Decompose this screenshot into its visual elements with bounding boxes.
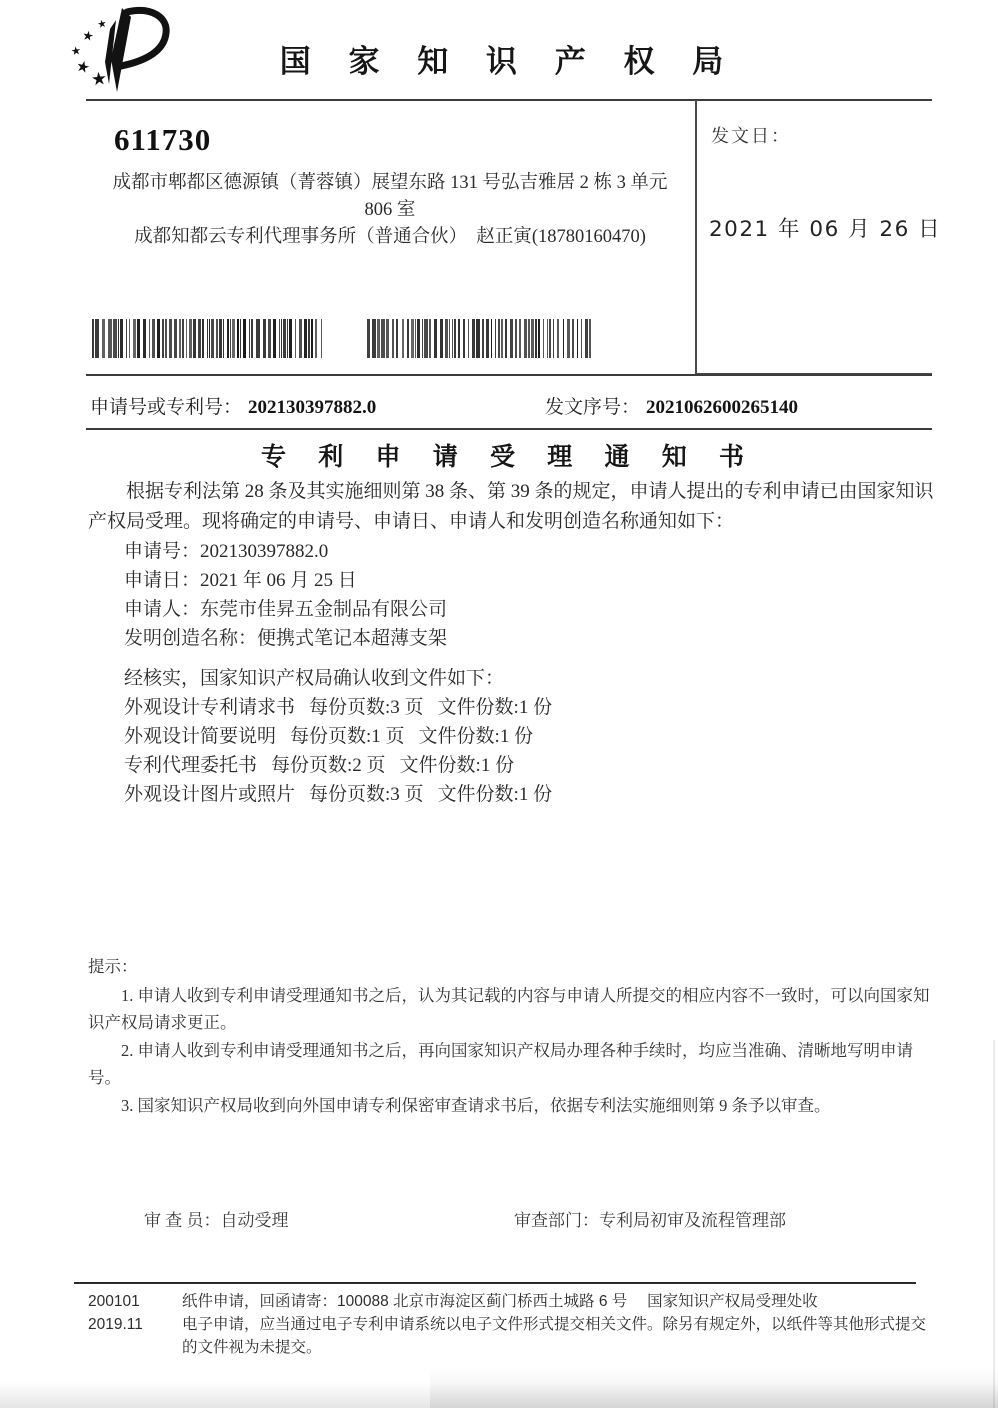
document-row: 外观设计图片或照片 每份页数:3 页 文件份数:1 份 <box>124 784 553 805</box>
examiner-pair <box>144 1206 289 1231</box>
divider <box>86 428 932 430</box>
notice-intro: 根据专利法第 28 条及其实施细则第 38 条、第 39 条的规定，申请人提出的专利申请已由国家知识产权局受理。现将确定的申请号、申请日、申请人和发明创造名称通知如下： <box>88 481 934 532</box>
examiner-value: 自动受理 <box>220 1211 289 1230</box>
divider <box>86 374 932 376</box>
notes-section <box>88 953 938 1119</box>
receipt-intro: 经核实，国家知识产权局确认收到文件如下： <box>124 668 505 689</box>
field-invention-title: 发明创造名称：便携式笔记本超薄支架 <box>124 628 448 649</box>
application-number-value: 202130397882.0 <box>248 397 377 418</box>
footer-form-version: 2019.11 <box>88 1316 143 1333</box>
serial-number-value: 2021062600265140 <box>646 397 799 418</box>
document-row: 外观设计简要说明 每份页数:1 页 文件份数:1 份 <box>124 726 534 747</box>
application-number-pair <box>90 392 376 419</box>
barcode-right <box>367 319 595 358</box>
notes-title: 提示： <box>88 957 138 976</box>
recipient-address-line2: 806 室 <box>364 200 416 220</box>
footer <box>88 1290 940 1359</box>
field-application-date: 申请日：2021 年 06 月 25 日 <box>124 570 357 591</box>
footer-form-code: 200101 <box>88 1293 140 1310</box>
footer-form-codes <box>88 1290 182 1359</box>
note-item-3: 3. 国家知识产权局收到向外国申请专利保密审查请求书后，依据专利法实施细则第 9 条予以审查。 <box>121 1095 831 1115</box>
review-department-pair <box>514 1206 786 1231</box>
notice-title: 专 利 申 请 受 理 通 知 书 <box>260 444 757 471</box>
document-row: 外观设计专利请求书 每份页数:3 页 文件份数:1 份 <box>124 697 553 718</box>
scan-shadow-right-edge <box>993 1040 995 1408</box>
review-department-value: 专利局初审及流程管理部 <box>599 1211 786 1230</box>
agency-title: 国 家 知 识 产 权 局 <box>279 44 739 79</box>
serial-number-label: 发文序号： <box>545 397 641 418</box>
footer-paper-instruction: 纸件申请，回函请寄：100088 北京市海淀区蓟门桥西土城路 6 号 国家知识产权局受理处收 <box>182 1293 818 1310</box>
barcode-left <box>92 319 322 358</box>
field-application-number: 申请号：202130397882.0 <box>124 541 329 562</box>
dispatch-date-value: 2021 年 06 月 26 日 <box>709 217 942 242</box>
footer-instructions <box>182 1290 940 1359</box>
serial-number-pair <box>545 392 798 419</box>
recipient-postcode: 611730 <box>114 122 212 157</box>
examiner-label: 审 查 员： <box>144 1211 221 1230</box>
field-applicant: 申请人：东莞市佳昇五金制品有限公司 <box>124 599 448 620</box>
note-item-1: 1. 申请人收到专利申请受理通知书之后，认为其记载的内容与申请人所提交的相应内容不一致时，可以向国家知识产权局请求更正。 <box>88 985 930 1032</box>
note-item-2: 2. 申请人收到专利申请受理通知书之后，再向国家知识产权局办理各种手续时，均应当准确、清晰地写明申请号。 <box>88 1040 913 1087</box>
recipient-address <box>88 170 692 251</box>
footer-divider <box>74 1282 916 1284</box>
application-number-label: 申请号或专利号： <box>90 397 243 418</box>
review-department-label: 审查部门： <box>514 1211 599 1230</box>
application-fields <box>124 537 447 653</box>
received-documents <box>124 664 552 809</box>
scan-shadow-bottom-right <box>430 1366 998 1408</box>
dispatch-date-box <box>695 100 942 375</box>
dispatch-date-label: 发文日： <box>711 126 791 146</box>
document-row: 专利代理委托书 每份页数:2 页 文件份数:1 份 <box>124 755 515 776</box>
recipient-address-line1: 成都市郫都区德源镇（菁蓉镇）展望东路 131 号弘吉雅居 2 栋 3 单元 <box>112 173 668 193</box>
footer-electronic-instruction: 电子申请，应当通过电子专利申请系统以电子文件形式提交相关文件。除另有规定外，以纸件等其他形式提交的文件视为未提交。 <box>182 1316 927 1356</box>
recipient-agent-line: 成都知都云专利代理事务所（普通合伙） 赵正寅(18780160470) <box>134 227 646 247</box>
